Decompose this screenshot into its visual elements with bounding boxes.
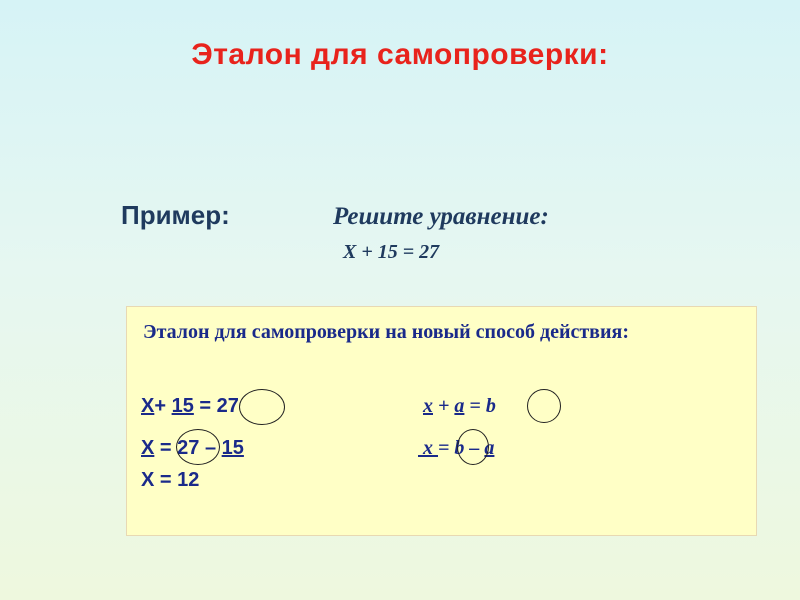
- circle-mark-sum-right-1: [527, 389, 561, 423]
- self-check-standard-box: [126, 306, 757, 536]
- addend-letter: a: [484, 437, 495, 459]
- equals-sign: =: [438, 437, 455, 459]
- equals-sign: =: [193, 395, 217, 417]
- sum-letter: b: [485, 395, 496, 417]
- variable-x: X: [141, 437, 155, 459]
- slide-title: Эталон для самопроверки:: [191, 38, 609, 71]
- circle-mark-sum-right-2: [457, 429, 489, 465]
- task-equation: X + 15 = 27: [343, 241, 440, 263]
- plus-sign: +: [154, 395, 172, 417]
- sum-value: 27: [216, 395, 239, 417]
- circle-mark-sum-left-2: [176, 429, 220, 465]
- variable-x: x: [418, 437, 438, 459]
- right-equation-line-1: [423, 395, 496, 418]
- sum-letter: b: [454, 437, 465, 459]
- left-equation-line-3: X = 12: [141, 469, 200, 491]
- minus-sign: –: [464, 437, 485, 459]
- minus-sign: –: [199, 437, 222, 459]
- example-label: Пример:: [121, 200, 230, 230]
- addend-value: 15: [221, 437, 244, 459]
- equals-sign: =: [464, 395, 486, 417]
- sum-value: 27: [177, 437, 200, 459]
- box-heading: Эталон для самопроверки на новый способ действия:: [143, 321, 629, 343]
- variable-x: X: [141, 395, 155, 417]
- equals-sign: =: [154, 437, 178, 459]
- addend-letter: a: [454, 395, 465, 417]
- left-equation-line-1: [141, 395, 239, 418]
- addend-value: 15: [171, 395, 194, 417]
- plus-sign: +: [433, 395, 455, 417]
- task-text: Решите уравнение:: [333, 203, 549, 230]
- variable-x: x: [423, 395, 433, 417]
- circle-mark-sum-left-1: [239, 389, 285, 425]
